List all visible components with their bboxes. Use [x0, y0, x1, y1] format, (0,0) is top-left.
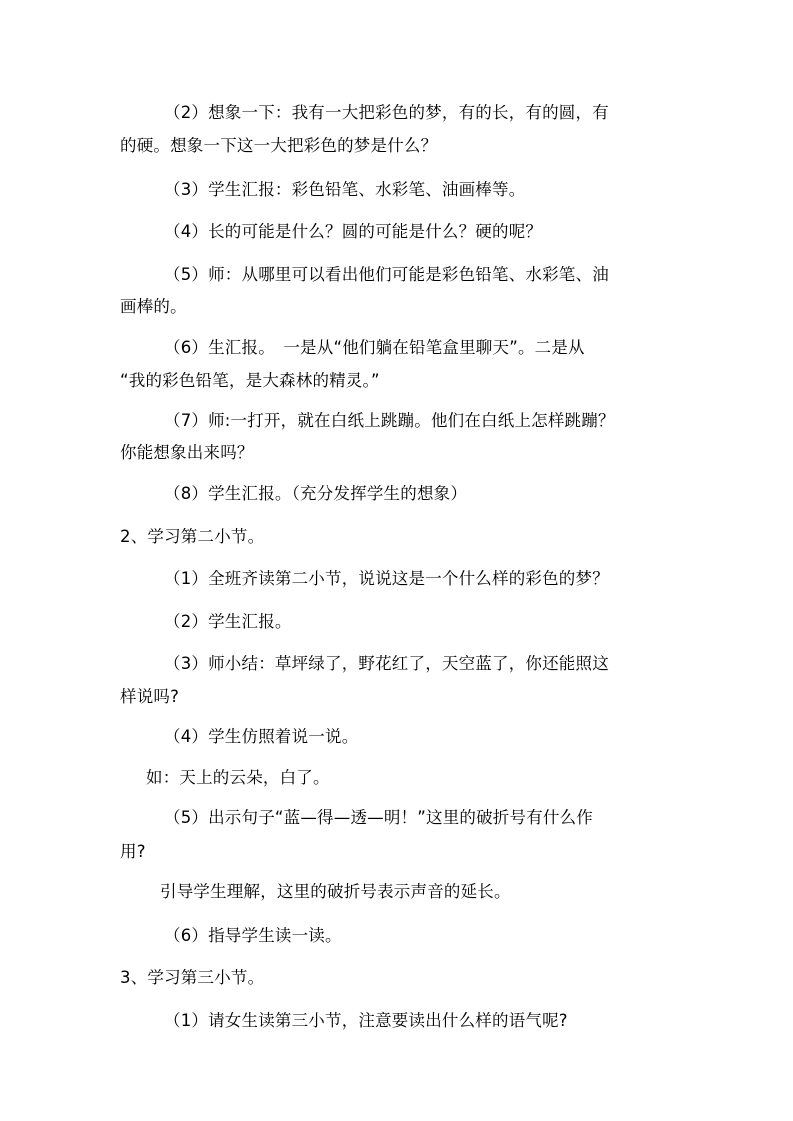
- paragraph-line: 画棒的。: [120, 297, 187, 316]
- paragraph-line: （4）长的可能是什么？圆的可能是什么？硬的呢？: [164, 222, 543, 241]
- paragraph-line: （2）想象一下：我有一大把彩色的梦，有的长，有的圆，有: [164, 103, 609, 122]
- paragraph-line: 引导学生理解，这里的破折号表示声音的延长。: [160, 882, 511, 901]
- paragraph-line: （5）师：从哪里可以看出他们可能是彩色铅笔、水彩笔、油: [164, 265, 609, 284]
- paragraph-line: 你能想象出来吗？: [120, 443, 254, 462]
- section-heading: 3、学习第三小节。: [120, 968, 265, 987]
- paragraph-line: （1）请女生读第三小节，注意要读出什么样的语气呢?: [164, 1011, 568, 1030]
- paragraph-line: （6）指导学生读一读。: [164, 926, 342, 945]
- paragraph-line: 用?: [120, 842, 146, 861]
- paragraph-line: （8）学生汇报。（充分发挥学生的想象）: [164, 484, 468, 503]
- paragraph-line: 的硬。想象一下这一大把彩色的梦是什么？: [120, 136, 438, 155]
- paragraph-line: （5）出示句子“蓝—得—透—明！”这里的破折号有什么作: [164, 808, 593, 827]
- paragraph-line: （6）生汇报。 一是从“他们躺在铅笔盒里聊天”。二是从: [164, 338, 585, 357]
- paragraph-line: （1）全班齐读第二小节，说说这是一个什么样的彩色的梦？: [164, 569, 609, 588]
- paragraph-line: （3）师小结：草坪绿了，野花红了，天空蓝了，你还能照这: [164, 654, 609, 673]
- paragraph-line: 样说吗?: [120, 687, 180, 706]
- paragraph-line: 如：天上的云朵，白了。: [146, 768, 330, 787]
- section-heading: 2、学习第二小节。: [120, 527, 265, 546]
- paragraph-line: （7）师:一打开，就在白纸上跳蹦。他们在白纸上怎样跳蹦？: [164, 411, 615, 430]
- paragraph-line: （4）学生仿照着说一说。: [164, 727, 359, 746]
- paragraph-line: “我的彩色铅笔，是大森林的精灵。”: [120, 371, 380, 390]
- paragraph-line: （2）学生汇报。: [164, 612, 292, 631]
- paragraph-line: （3）学生汇报：彩色铅笔、水彩笔、油画棒等。: [164, 180, 526, 199]
